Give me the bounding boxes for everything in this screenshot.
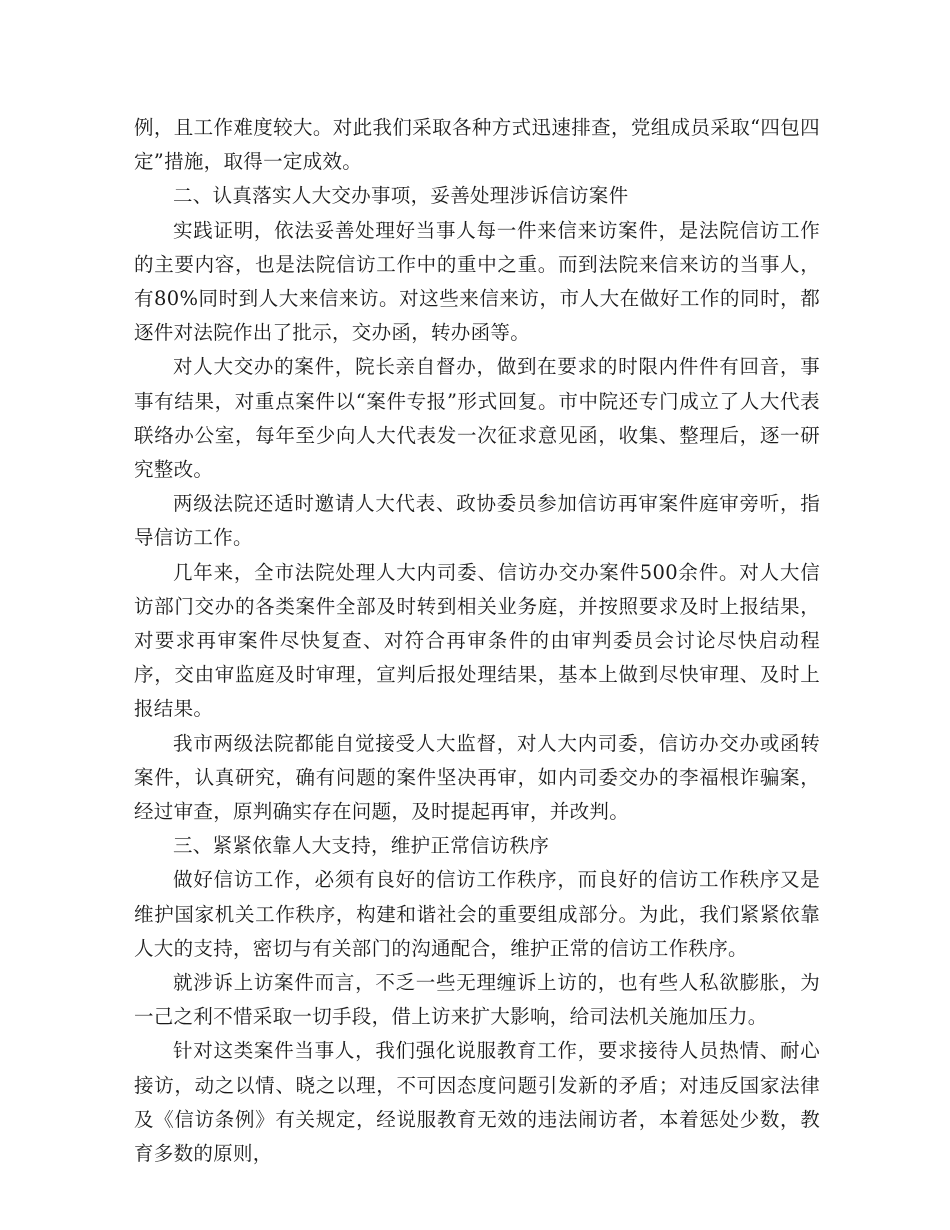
paragraph: 就涉诉上访案件而言，不乏一些无理缠诉上访的，也有些人私欲膨胀，为一己之利不惜采取一切手段，借上访来扩大影响，给司法机关施加压力。 — [134, 971, 820, 1029]
paragraph: 我市两级法院都能自觉接受人大监督，对人大内司委，信访办交办或函转案件，认真研究，确有问题的案件坚决再审，如内司委交办的李福根诈骗案，经过审查，原判确实存在问题，及时提起再审，并改判。 — [134, 731, 820, 824]
paragraph: 两级法院还适时邀请人大代表、政协委员参加信访再审案件庭审旁听，指导信访工作。 — [134, 492, 820, 550]
paragraph: 几年来，全市法院处理人大内司委、信访办交办案件500余件。对人大信访部门交办的各类案件全部及时转到相关业务庭，并按照要求及时上报结果，对要求再审案件尽快复查、对符合再审条件的由审判委员会讨论尽快启动程序，交由审监庭及时审理，宣判后报处理结果，基本上做到尽快审理、及时上报结果。 — [134, 560, 820, 721]
paragraph: 对人大交办的案件，院长亲自督办，做到在要求的时限内件件有回音，事事有结果，对重点案件以“案件专报”形式回复。市中院还专门成立了人大代表联络办公室，每年至少向人大代表发一次征求意见函，收集、整理后，逐一研究整改。 — [134, 355, 820, 482]
paragraph: 实践证明，依法妥善处理好当事人每一件来信来访案件，是法院信访工作的主要内容，也是法院信访工作中的重中之重。而到法院来信来访的当事人，有80%同时到人大来信来访。对这些来信来访，市人大在做好工作的同时，都逐件对法院作出了批示，交办函，转办函等。 — [134, 218, 820, 345]
paragraph-continued: 例，且工作难度较大。对此我们采取各种方式迅速排查，党组成员采取“四包四定”措施，取得一定成效。 — [134, 116, 820, 174]
section-heading-3: 三、紧紧依靠人大支持，维护正常信访秩序 — [173, 834, 550, 858]
document-body — [134, 111, 820, 1171]
section-heading-2: 二、认真落实人大交办事项，妥善处理涉诉信访案件 — [173, 184, 629, 208]
paragraph: 针对这类案件当事人，我们强化说服教育工作，要求接待人员热情、耐心接访，动之以情、晓之以理，不可因态度问题引发新的矛盾；对违反国家法律及《信访条例》有关规定，经说服教育无效的违法闹访者，本着惩处少数，教育多数的原则， — [134, 1039, 820, 1166]
paragraph: 做好信访工作，必须有良好的信访工作秩序，而良好的信访工作秩序又是维护国家机关工作秩序，构建和谐社会的重要组成部分。为此，我们紧紧依靠人大的支持，密切与有关部门的沟通配合，维护正常的信访工作秩序。 — [134, 868, 820, 960]
